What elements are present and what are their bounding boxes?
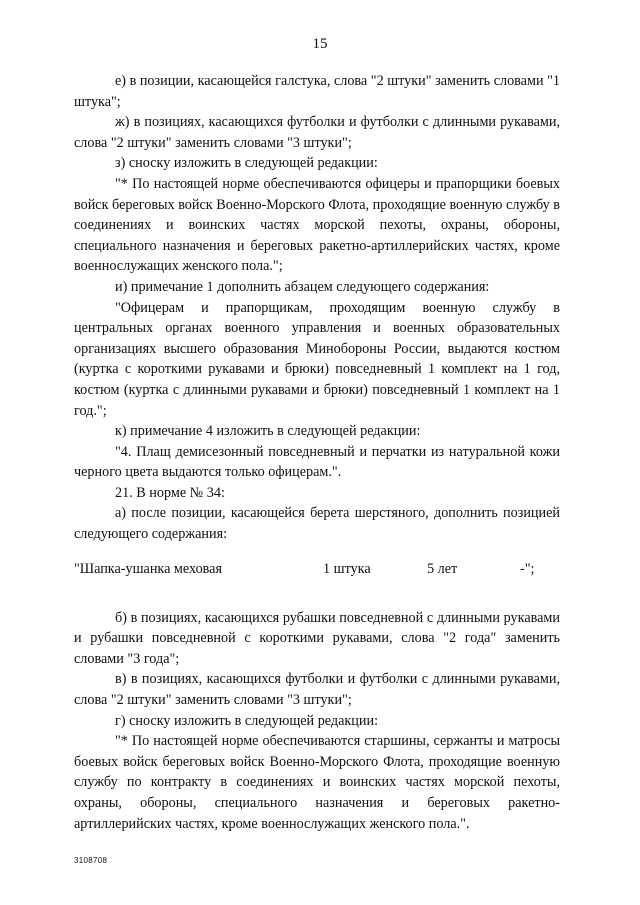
paragraph-v: в) в позициях, касающихся футболки и футболки с длинными рукавами, слова "2 штуки" заменить словами "3 штуки"; xyxy=(74,671,560,709)
item-name-cell: "Шапка-ушанка меховая xyxy=(74,560,223,577)
paragraph-zh: ж) в позициях, касающихся футболки и футболки с длинными рукавами, слова "2 штуки" заменить словами "3 штуки"; xyxy=(74,114,560,151)
page-number: 15 xyxy=(312,36,328,52)
note-4: "4. Плащ демисезонный повседневный и перчатки из натуральной кожи черного цвета выдаются только офицерам.". xyxy=(74,443,560,481)
paragraph-g: г) сноску изложить в следующей редакции: xyxy=(115,712,379,729)
item-quantity-cell: 1 штука xyxy=(323,560,371,577)
item-dash-cell: -"; xyxy=(520,560,535,577)
footnote-sergeants: "* По настоящей норме обеспечиваются старшины, сержанты и матросы боевых войск береговых войск Военно-Морского Флота, проходящие военную службу по контракту в соединениях и воинских частях морской пехоты, охраны, обороны, специального назначения и береговых ракетно-артиллерийских частях, кроме военнослужащих женского пола.". xyxy=(74,733,560,832)
footnote-officers: "* По настоящей норме обеспечиваются офицеры и прапорщики боевых войск береговых войск Военно-Морского Флота, проходящие военную службу в соединениях и воинских частях морской пехоты, охраны, обороны, специального назначения и береговых ракетно-артиллерийских частях, кроме военнослужащих женского пола."; xyxy=(74,175,560,275)
paragraph-a: а) после позиции, касающейся берета шерстяного, дополнить позицией следующего содержания: xyxy=(74,505,560,543)
item-term-cell: 5 лет xyxy=(427,560,458,577)
paragraph-e: е) в позиции, касающейся галстука, слова "2 штуки" заменить словами "1 штука"; xyxy=(74,73,560,110)
paragraph-i: и) примечание 1 дополнить абзацем следующего содержания: xyxy=(115,278,490,295)
table-row xyxy=(74,559,560,580)
note-officers-central: "Офицерам и прапорщикам, проходящим военную службу в центральных органах военного управления и военных образовательных организациях высшего образования Минобороны России, выдаются костюм (куртка с короткими рукавами и брюки) повседневный 1 комплект на 1 год, костюм (куртка с длинными рукавами и брюки) повседневный 1 комплект на 1 год."; xyxy=(74,299,560,419)
norm-34-heading: 21. В норме № 34: xyxy=(115,484,225,501)
document-body xyxy=(74,71,560,834)
paragraph-k: к) примечание 4 изложить в следующей редакции: xyxy=(115,423,421,440)
paragraph-b: б) в позициях, касающихся рубашки повседневной с длинными рукавами и рубашки повседневной с короткими рукавами, слова "2 года" заменить словами "3 года"; xyxy=(74,609,560,667)
paragraph-z: з) сноску изложить в следующей редакции: xyxy=(115,155,378,172)
document-code: 3108708 xyxy=(74,856,108,865)
